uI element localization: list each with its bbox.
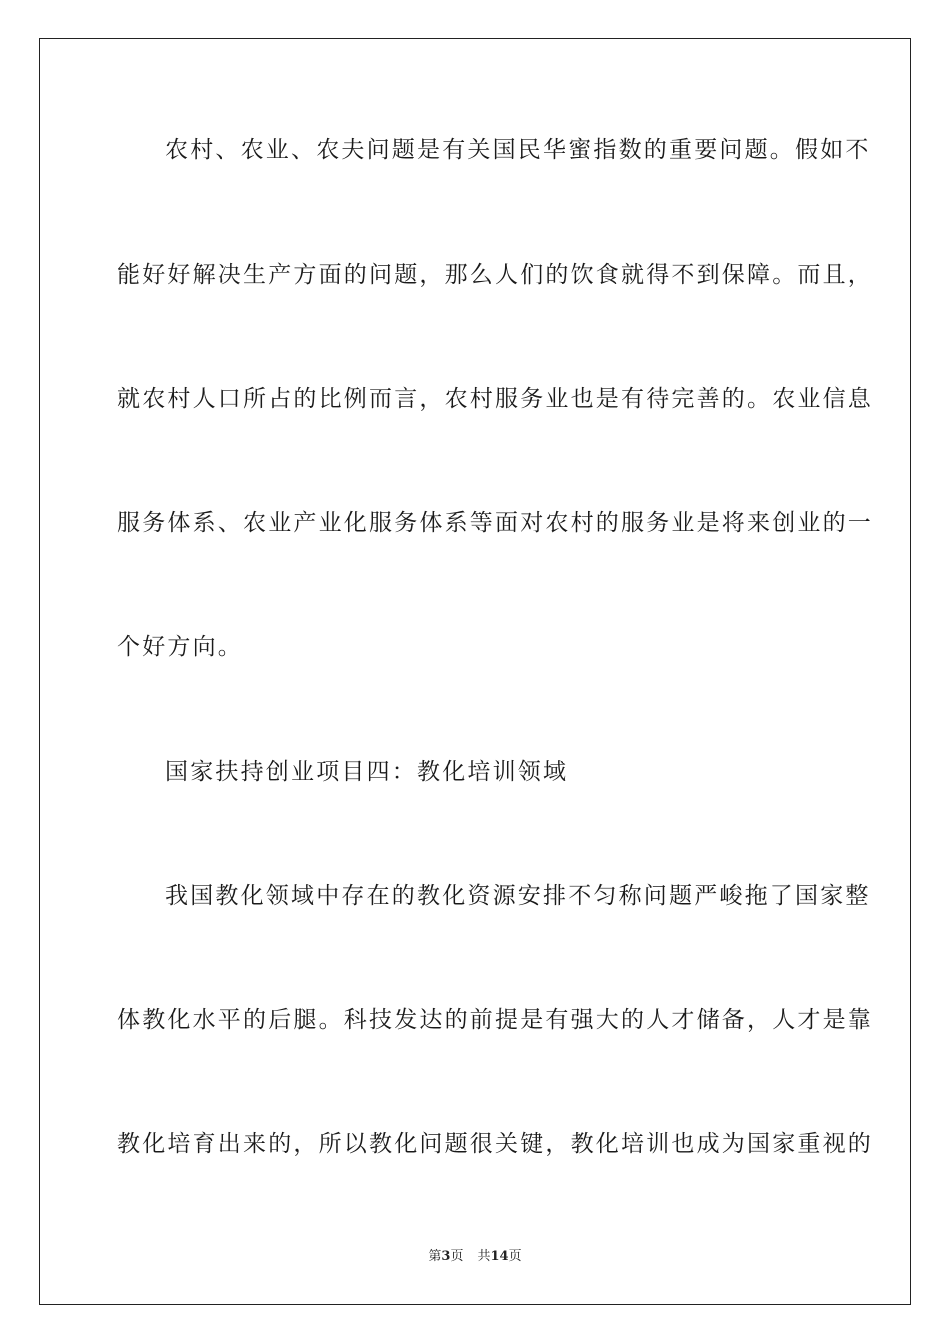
paragraph-1-line-2: 能好好解决生产方面的问题，那么人们的饮食就得不到保障。而且， (117, 262, 873, 288)
paragraph-2-line-2: 体教化水平的后腿。科技发达的前提是有强大的人才储备，人才是靠 (117, 1007, 873, 1033)
section-heading: 国家扶持创业项目四：教化培训领域 (165, 759, 569, 785)
paragraph-2-line-3: 教化培育出来的，所以教化问题很关键，教化培训也成为国家重视的 (117, 1131, 873, 1157)
paragraph-1-line-3: 就农村人口所占的比例而言，农村服务业也是有待完善的。农业信息 (117, 386, 873, 412)
page-prefix: 第 (428, 1249, 442, 1264)
paragraph-1-line-1: 农村、农业、农夫问题是有关国民华蜜指数的重要问题。假如不 (165, 137, 871, 163)
page-number: 3 (441, 1249, 451, 1264)
page-suffix: 页 (450, 1249, 464, 1264)
total-suffix: 页 (508, 1249, 522, 1264)
paragraph-1-line-4: 服务体系、农业产业化服务体系等面对农村的服务业是将来创业的一 (117, 510, 873, 536)
page-border (39, 38, 911, 1305)
paragraph-1-line-5: 个好方向。 (117, 634, 243, 660)
total-prefix: 共 (477, 1249, 491, 1264)
page-footer (0, 1248, 950, 1266)
paragraph-2-line-1: 我国教化领域中存在的教化资源安排不匀称问题严峻拖了国家整 (165, 883, 871, 909)
total-pages: 14 (490, 1249, 509, 1264)
